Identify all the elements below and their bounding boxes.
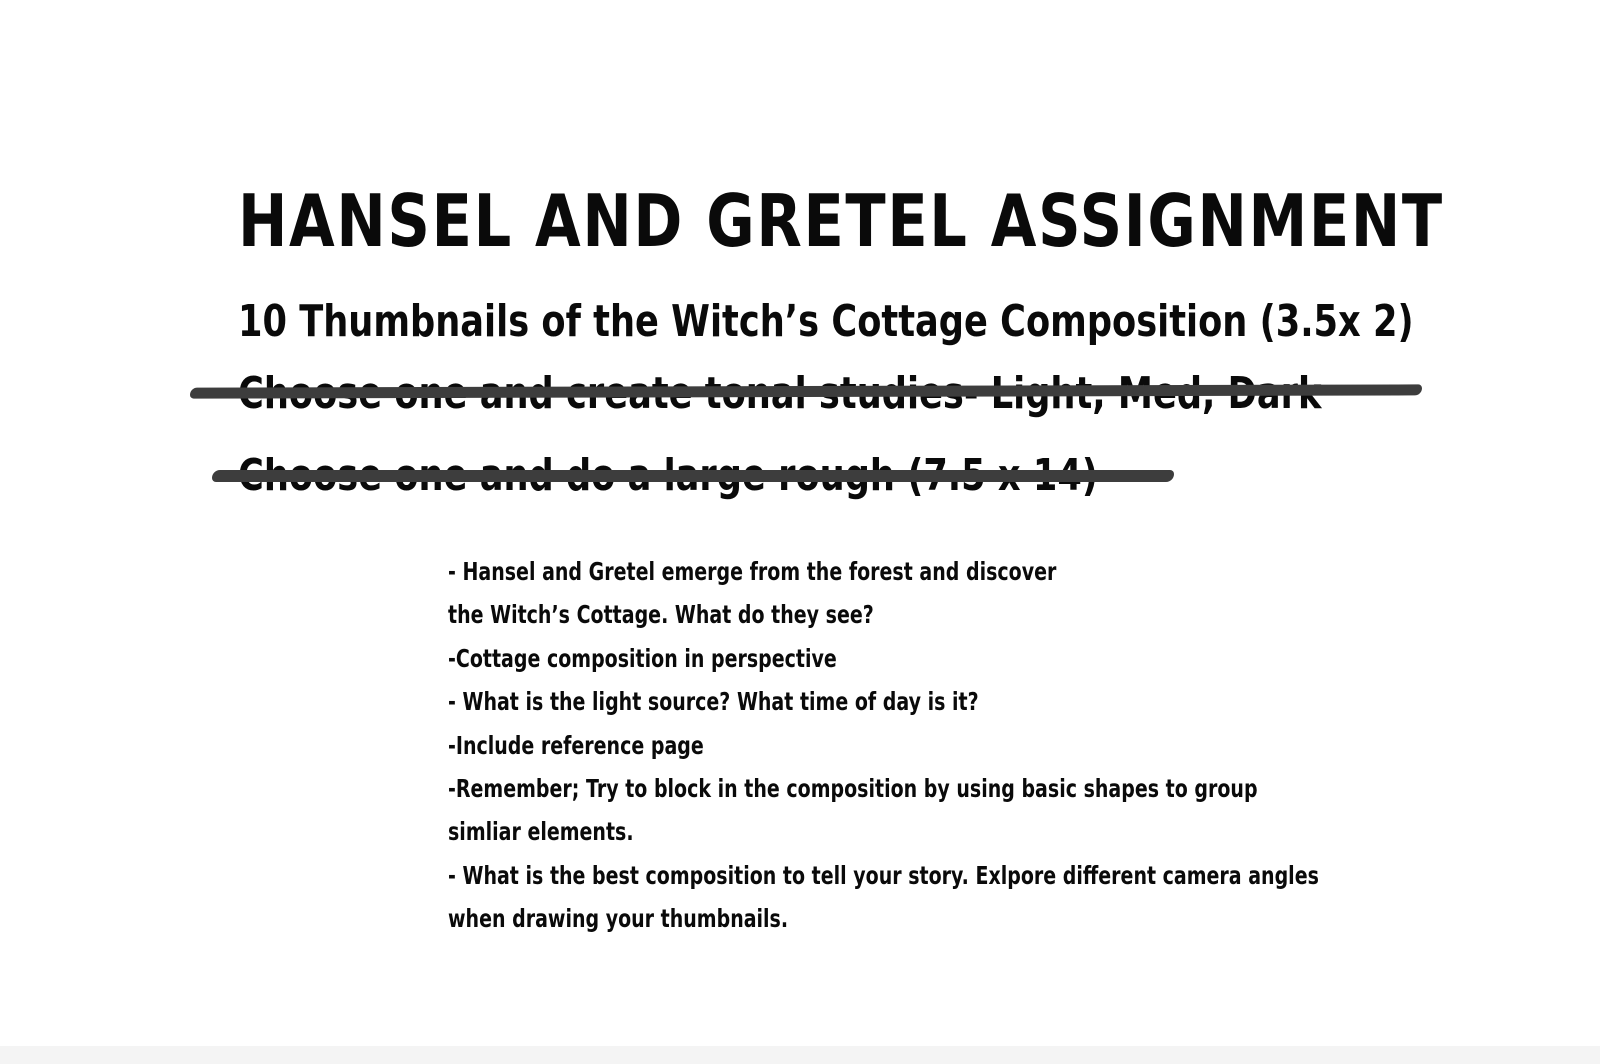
note-line: - What is the light source? What time of day is it? — [448, 687, 979, 717]
note-line: when drawing your thumbnails. — [448, 904, 789, 934]
note-line: -Include reference page — [448, 730, 704, 760]
note-line: - Hansel and Gretel emerge from the forest and discover — [448, 557, 1057, 586]
note-line: simliar elements. — [448, 817, 634, 847]
note-line: - What is the best composition to tell your story. Exlpore different camera angles — [448, 860, 1319, 890]
note-line: -Remember; Try to block in the composition by using basic shapes to group — [448, 773, 1258, 803]
note-line: -Cottage composition in perspective — [448, 643, 837, 673]
assignment-title: HANSEL AND GRETEL ASSIGNMENT — [238, 179, 1444, 263]
assignment-notes — [448, 550, 1448, 941]
note-line: the Witch’s Cottage. What do they see? — [448, 600, 874, 630]
strikethrough-mark-large-rough — [212, 470, 1174, 482]
bottom-edge — [0, 1046, 1600, 1064]
step-thumbnails: 10 Thumbnails of the Witch’s Cottage Composition (3.5x 2) — [238, 296, 1414, 347]
